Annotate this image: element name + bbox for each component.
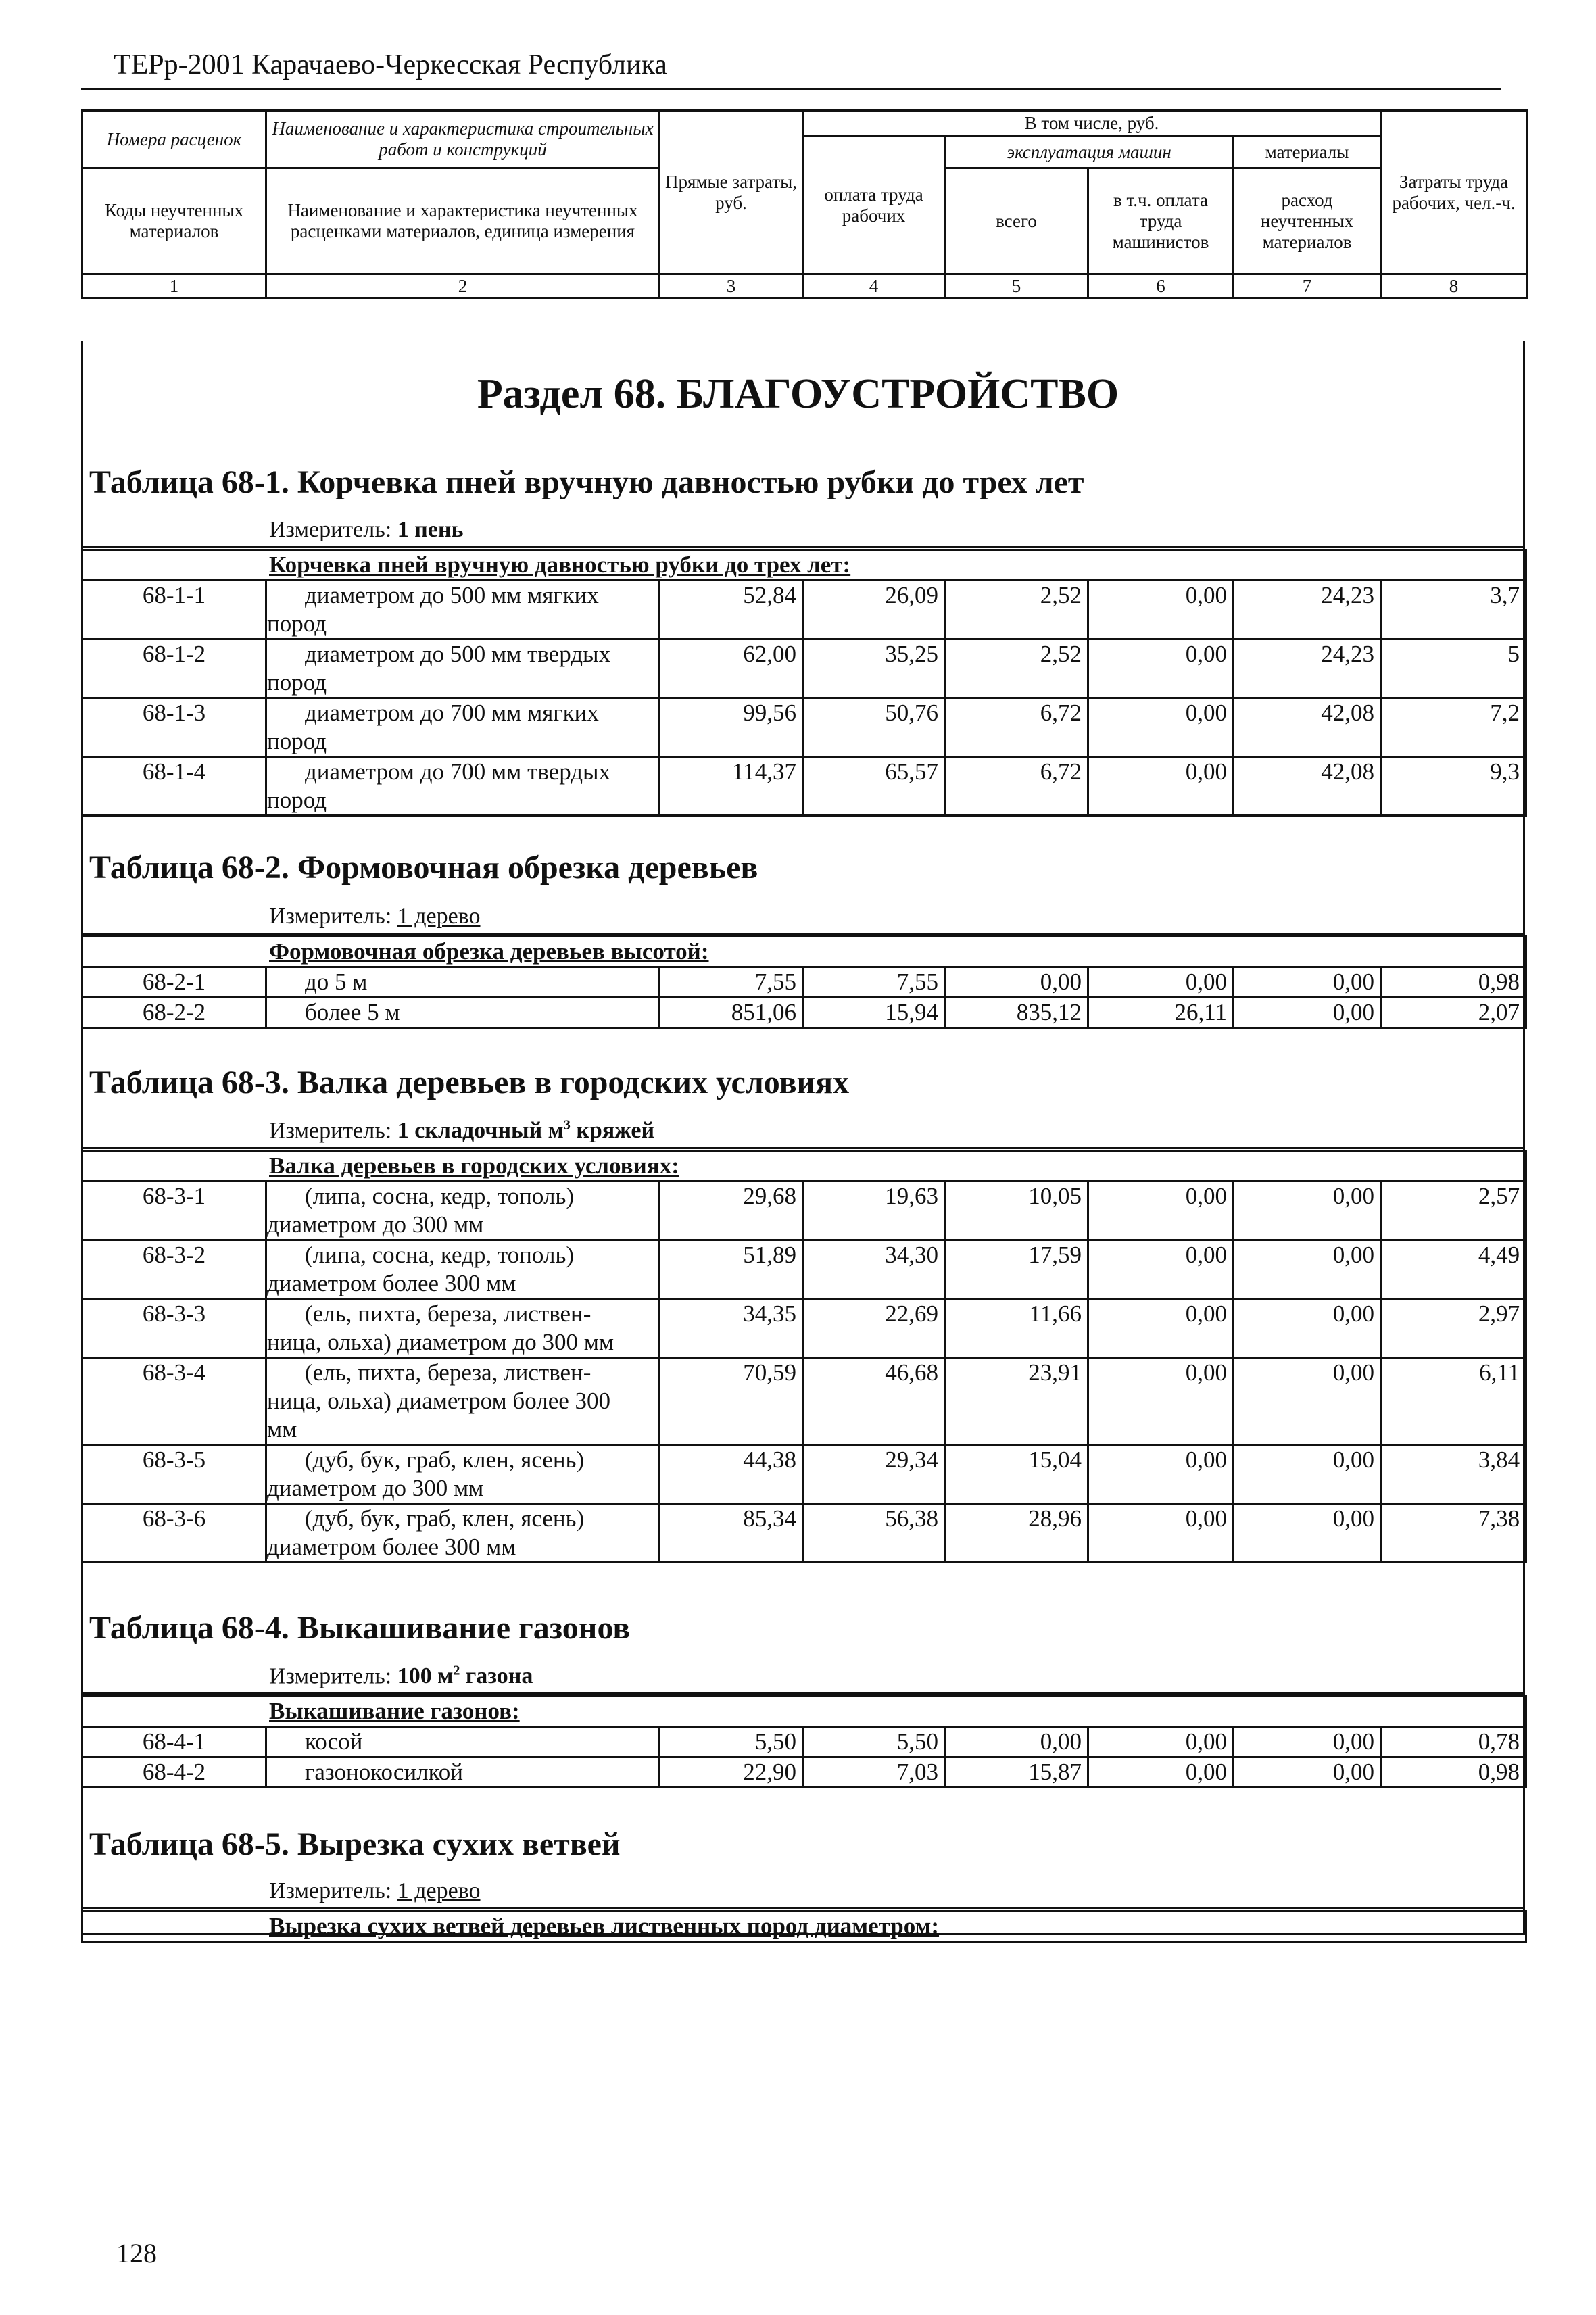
labor: 7,38 <box>1381 1504 1526 1563</box>
labor: 7,2 <box>1381 698 1526 757</box>
machinist-pay: 0,00 <box>1088 698 1234 757</box>
material-consumption: 0,00 <box>1234 1240 1381 1299</box>
measure-value: 100 м <box>397 1663 454 1689</box>
col-header-material-consumption: расход неучтенных материалов <box>1234 168 1381 274</box>
labor: 2,07 <box>1381 998 1526 1028</box>
machines-total: 10,05 <box>945 1181 1088 1240</box>
machinist-pay: 0,00 <box>1088 1299 1234 1358</box>
direct-costs: 44,38 <box>660 1445 803 1504</box>
machines-total: 15,04 <box>945 1445 1088 1504</box>
material-consumption: 0,00 <box>1234 967 1381 998</box>
table-row <box>82 639 1526 698</box>
machines-total: 6,72 <box>945 698 1088 757</box>
rate-code: 68-2-1 <box>82 967 266 998</box>
worker-pay: 65,57 <box>803 757 945 816</box>
table-row <box>82 1757 1526 1788</box>
table-subheader: Валка деревьев в городских условиях: <box>82 1151 1526 1181</box>
direct-costs: 851,06 <box>660 998 803 1028</box>
measure-label: Измеритель: <box>269 1663 392 1689</box>
machines-total: 2,52 <box>945 639 1088 698</box>
table-68-3 <box>81 1150 1527 1563</box>
rate-name: (липа, сосна, кедр, тополь) диаметром до 300 мм <box>266 1181 660 1240</box>
col-number: 3 <box>660 274 803 298</box>
material-consumption: 0,00 <box>1234 1299 1381 1358</box>
measure-value: 1 складочный м <box>397 1118 564 1144</box>
material-consumption: 42,08 <box>1234 698 1381 757</box>
rate-code: 68-1-2 <box>82 639 266 698</box>
table-68-1-measure <box>269 517 463 543</box>
rate-code: 68-3-4 <box>82 1358 266 1445</box>
material-consumption: 0,00 <box>1234 1445 1381 1504</box>
page-number: 128 <box>116 2238 157 2268</box>
table-row <box>82 1445 1526 1504</box>
rate-code: 68-4-2 <box>82 1757 266 1788</box>
table-row <box>82 698 1526 757</box>
rate-name: диаметром до 500 мм твердых пород <box>266 639 660 698</box>
rate-code: 68-1-3 <box>82 698 266 757</box>
direct-costs: 70,59 <box>660 1358 803 1445</box>
table-68-2 <box>81 935 1527 1029</box>
material-consumption: 0,00 <box>1234 1727 1381 1757</box>
table-row <box>82 1299 1526 1358</box>
worker-pay: 29,34 <box>803 1445 945 1504</box>
rate-name: косой <box>266 1727 660 1757</box>
labor: 0,98 <box>1381 967 1526 998</box>
machinist-pay: 0,00 <box>1088 1240 1234 1299</box>
section-title: Раздел 68. БЛАГОУСТРОЙСТВО <box>477 371 1119 417</box>
labor: 0,98 <box>1381 1757 1526 1788</box>
machinist-pay: 0,00 <box>1088 1445 1234 1504</box>
worker-pay: 5,50 <box>803 1727 945 1757</box>
table-68-1-title: Таблица 68-1. Корчевка пней вручную давностью рубки до трех лет <box>89 464 1084 500</box>
direct-costs: 51,89 <box>660 1240 803 1299</box>
worker-pay: 7,03 <box>803 1757 945 1788</box>
table-68-5 <box>81 1910 1527 1943</box>
worker-pay: 50,76 <box>803 698 945 757</box>
col-number: 1 <box>82 274 266 298</box>
measure-value: 1 дерево <box>397 1878 481 1903</box>
col-header-including-group: В том числе, руб. <box>803 111 1381 137</box>
table-68-4-measure <box>269 1663 533 1689</box>
table-68-1 <box>81 549 1527 817</box>
col-number: 5 <box>945 274 1088 298</box>
col-header-machines-total: всего <box>945 168 1088 274</box>
rate-name: (липа, сосна, кедр, тополь) диаметром более 300 мм <box>266 1240 660 1299</box>
material-consumption: 0,00 <box>1234 1358 1381 1445</box>
direct-costs: 85,34 <box>660 1504 803 1563</box>
rate-code: 68-3-2 <box>82 1240 266 1299</box>
machines-total: 0,00 <box>945 967 1088 998</box>
labor: 4,49 <box>1381 1240 1526 1299</box>
material-consumption: 0,00 <box>1234 1757 1381 1788</box>
rate-name: (дуб, бук, граб, клен, ясень) диаметром до 300 мм <box>266 1445 660 1504</box>
running-head-rule <box>81 88 1501 90</box>
col-header-labor: Затраты труда рабочих, чел.-ч. <box>1381 111 1527 274</box>
rate-code: 68-3-6 <box>82 1504 266 1563</box>
col-header-direct-costs: Прямые затраты, руб. <box>660 111 803 274</box>
direct-costs: 34,35 <box>660 1299 803 1358</box>
rate-name: до 5 м <box>266 967 660 998</box>
rate-code: 68-3-3 <box>82 1299 266 1358</box>
rate-name: диаметром до 700 мм твердых пород <box>266 757 660 816</box>
table-subheader: Выкашивание газонов: <box>82 1697 1526 1727</box>
rate-code: 68-4-1 <box>82 1727 266 1757</box>
col-number: 7 <box>1234 274 1381 298</box>
material-consumption: 24,23 <box>1234 581 1381 639</box>
col-header-machines: эксплуатация машин <box>945 137 1234 168</box>
table-68-2-title: Таблица 68-2. Формовочная обрезка деревьев <box>89 850 758 885</box>
table-subheader: Вырезка сухих ветвей деревьев лиственных пород диаметром: <box>82 1911 1526 1942</box>
material-consumption: 0,00 <box>1234 1181 1381 1240</box>
rate-code: 68-1-1 <box>82 581 266 639</box>
table-row <box>82 581 1526 639</box>
rate-code: 68-2-2 <box>82 998 266 1028</box>
col-header-material-name: Наименование и характеристика неучтенных расценками материалов, единица измерения <box>266 168 660 274</box>
machinist-pay: 0,00 <box>1088 1757 1234 1788</box>
table-68-3-title: Таблица 68-3. Валка деревьев в городских условиях <box>89 1065 850 1100</box>
col-number: 4 <box>803 274 945 298</box>
rate-code: 68-3-5 <box>82 1445 266 1504</box>
measure-tail: кряжей <box>570 1118 655 1144</box>
direct-costs: 29,68 <box>660 1181 803 1240</box>
rate-name: диаметром до 700 мм мягких пород <box>266 698 660 757</box>
machinist-pay: 0,00 <box>1088 1727 1234 1757</box>
machinist-pay: 0,00 <box>1088 1358 1234 1445</box>
labor: 9,3 <box>1381 757 1526 816</box>
table-68-5-measure <box>269 1878 481 1904</box>
measure-label: Измеритель: <box>269 517 392 542</box>
machinist-pay: 26,11 <box>1088 998 1234 1028</box>
table-68-4 <box>81 1695 1527 1788</box>
col-number: 6 <box>1088 274 1234 298</box>
worker-pay: 22,69 <box>803 1299 945 1358</box>
col-header-material-codes: Коды неучтенных материалов <box>82 168 266 274</box>
table-row <box>82 1181 1526 1240</box>
machinist-pay: 0,00 <box>1088 757 1234 816</box>
direct-costs: 114,37 <box>660 757 803 816</box>
machines-total: 15,87 <box>945 1757 1088 1788</box>
measure-tail: газона <box>460 1663 533 1689</box>
labor: 3,7 <box>1381 581 1526 639</box>
rate-code: 68-3-1 <box>82 1181 266 1240</box>
table-row <box>82 1727 1526 1757</box>
table-68-3-measure <box>269 1118 654 1144</box>
machines-total: 835,12 <box>945 998 1088 1028</box>
table-row <box>82 967 1526 998</box>
rate-name: (ель, пихта, береза, листвен- ница, ольха) диаметром до 300 мм <box>266 1299 660 1358</box>
table-subheader: Корчевка пней вручную давностью рубки до трех лет: <box>82 550 1526 581</box>
measure-label: Измеритель: <box>269 904 392 929</box>
machines-total: 17,59 <box>945 1240 1088 1299</box>
worker-pay: 7,55 <box>803 967 945 998</box>
rate-name: (дуб, бук, граб, клен, ясень) диаметром более 300 мм <box>266 1504 660 1563</box>
machinist-pay: 0,00 <box>1088 581 1234 639</box>
rule <box>81 546 1525 548</box>
col-header-machinist-pay: в т.ч. оплата труда машинистов <box>1088 168 1234 274</box>
table-row <box>82 1504 1526 1563</box>
table-68-5-title: Таблица 68-5. Вырезка сухих ветвей <box>89 1826 621 1862</box>
rate-name: диаметром до 500 мм мягких пород <box>266 581 660 639</box>
measure-exponent: 3 <box>563 1118 571 1133</box>
machines-total: 2,52 <box>945 581 1088 639</box>
measure-value: 1 пень <box>397 517 464 542</box>
labor: 2,97 <box>1381 1299 1526 1358</box>
direct-costs: 52,84 <box>660 581 803 639</box>
table-68-2-measure <box>269 904 481 929</box>
table-row <box>82 757 1526 816</box>
worker-pay: 56,38 <box>803 1504 945 1563</box>
rule <box>81 1907 1525 1909</box>
labor: 5 <box>1381 639 1526 698</box>
labor: 0,78 <box>1381 1727 1526 1757</box>
machinist-pay: 0,00 <box>1088 1181 1234 1240</box>
rule <box>81 1147 1525 1149</box>
machinist-pay: 0,00 <box>1088 1504 1234 1563</box>
table-subheader: Формовочная обрезка деревьев высотой: <box>82 937 1526 967</box>
labor: 2,57 <box>1381 1181 1526 1240</box>
labor: 6,11 <box>1381 1358 1526 1445</box>
material-consumption: 0,00 <box>1234 998 1381 1028</box>
col-header-worker-pay: оплата труда рабочих <box>803 137 945 274</box>
rate-code: 68-1-4 <box>82 757 266 816</box>
rate-name: более 5 м <box>266 998 660 1028</box>
material-consumption: 24,23 <box>1234 639 1381 698</box>
rule <box>81 933 1525 935</box>
running-head: ТЕРр-2001 Карачаево-Черкесская Республика <box>114 49 667 80</box>
worker-pay: 34,30 <box>803 1240 945 1299</box>
direct-costs: 7,55 <box>660 967 803 998</box>
worker-pay: 35,25 <box>803 639 945 698</box>
worker-pay: 46,68 <box>803 1358 945 1445</box>
machines-total: 28,96 <box>945 1504 1088 1563</box>
col-header-work-name: Наименование и характеристика строительных работ и конструкций <box>266 111 660 168</box>
rate-name: газонокосилкой <box>266 1757 660 1788</box>
worker-pay: 26,09 <box>803 581 945 639</box>
col-number: 8 <box>1381 274 1527 298</box>
rate-name: (ель, пихта, береза, листвен- ница, ольха) диаметром более 300 мм <box>266 1358 660 1445</box>
measure-label: Измеритель: <box>269 1878 392 1903</box>
table-row <box>82 998 1526 1028</box>
table-row <box>82 1358 1526 1445</box>
measure-exponent: 2 <box>453 1663 460 1678</box>
measure-value: 1 дерево <box>397 904 481 929</box>
direct-costs: 5,50 <box>660 1727 803 1757</box>
worker-pay: 19,63 <box>803 1181 945 1240</box>
material-consumption: 0,00 <box>1234 1504 1381 1563</box>
machines-total: 23,91 <box>945 1358 1088 1445</box>
measure-label: Измеритель: <box>269 1118 392 1144</box>
col-header-rate-numbers: Номера расценок <box>82 111 266 168</box>
worker-pay: 15,94 <box>803 998 945 1028</box>
machinist-pay: 0,00 <box>1088 967 1234 998</box>
col-number: 2 <box>266 274 660 298</box>
direct-costs: 99,56 <box>660 698 803 757</box>
column-header-table <box>81 109 1528 299</box>
material-consumption: 42,08 <box>1234 757 1381 816</box>
labor: 3,84 <box>1381 1445 1526 1504</box>
table-68-4-title: Таблица 68-4. Выкашивание газонов <box>89 1610 631 1646</box>
direct-costs: 22,90 <box>660 1757 803 1788</box>
col-header-materials: материалы <box>1234 137 1381 168</box>
table-row <box>82 1240 1526 1299</box>
machinist-pay: 0,00 <box>1088 639 1234 698</box>
rule <box>81 1692 1525 1695</box>
machines-total: 0,00 <box>945 1727 1088 1757</box>
machines-total: 11,66 <box>945 1299 1088 1358</box>
machines-total: 6,72 <box>945 757 1088 816</box>
direct-costs: 62,00 <box>660 639 803 698</box>
